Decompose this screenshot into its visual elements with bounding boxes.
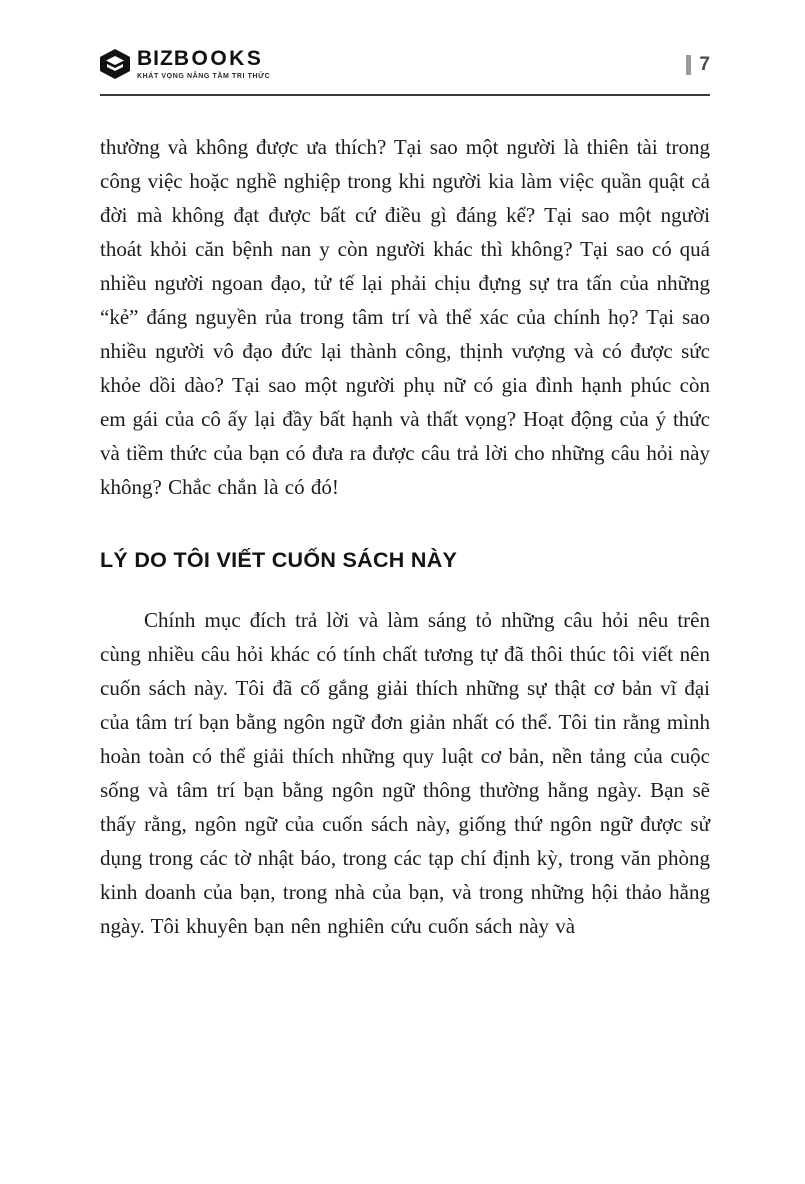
page-content: [100, 130, 710, 943]
page-number-separator: [686, 55, 691, 75]
publisher-brand: [100, 48, 270, 80]
body-paragraph-2: Chính mục đích trả lời và làm sáng tỏ những câu hỏi nêu trên cùng nhiều câu hỏi khác có tính chất tương tự đã thôi thúc tôi viết nên cuốn sách này. Tôi đã cố gắng giải thích những sự thật cơ bản vĩ đại của tâm trí bạn bằng ngôn ngữ đơn giản nhất có thể. Tôi tin rằng mình hoàn toàn có thể giải thích những quy luật cơ bản, nền tảng của cuộc sống và tâm trí bạn bằng ngôn ngữ thông thường hằng ngày. Bạn sẽ thấy rằng, ngôn ngữ của cuốn sách này, giống thứ ngôn ngữ được sử dụng trong các tờ nhật báo, trong các tạp chí định kỳ, trong văn phòng kinh doanh của bạn, trong nhà của bạn, và trong những hội thảo hằng ngày. Tôi khuyên bạn nên nghiên cứu cuốn sách này và: [100, 608, 710, 938]
page-number-block: [686, 54, 710, 76]
page-number: 7: [699, 54, 710, 75]
page-header: [100, 48, 710, 88]
brand-text: [137, 48, 270, 80]
bizbooks-logo-icon: [100, 49, 130, 79]
brand-books: BOOKS: [173, 47, 264, 70]
brand-biz: BIZ: [137, 47, 174, 70]
brand-name: [137, 48, 270, 69]
header-divider: [100, 94, 710, 96]
body-paragraph-1: thường và không được ưa thích? Tại sao một người là thiên tài trong công việc hoặc nghề nghiệp trong khi người kia làm việc quần quật cả đời mà không đạt được bất cứ điều gì đáng kể? Tại sao một người thoát khỏi căn bệnh nan y còn người khác thì không? Tại sao có quá nhiều người ngoan đạo, tử tế lại phải chịu đựng sự tra tấn của những “kẻ” đáng nguyền rủa trong tâm trí và thể xác của chính họ? Tại sao nhiều người vô đạo đức lại thành công, thịnh vượng và có được sức khỏe dồi dào? Tại sao một người phụ nữ có gia đình hạnh phúc còn em gái của cô ấy lại đầy bất hạnh và thất vọng? Hoạt động của ý thức và tiềm thức của bạn có đưa ra được câu trả lời cho những câu hỏi này không? Chắc chắn là có đó!: [100, 135, 710, 499]
brand-tagline: KHÁT VỌNG NÂNG TẦM TRI THỨC: [137, 73, 271, 80]
section-heading: LÝ DO TÔI VIẾT CUỐN SÁCH NÀY: [100, 548, 458, 572]
